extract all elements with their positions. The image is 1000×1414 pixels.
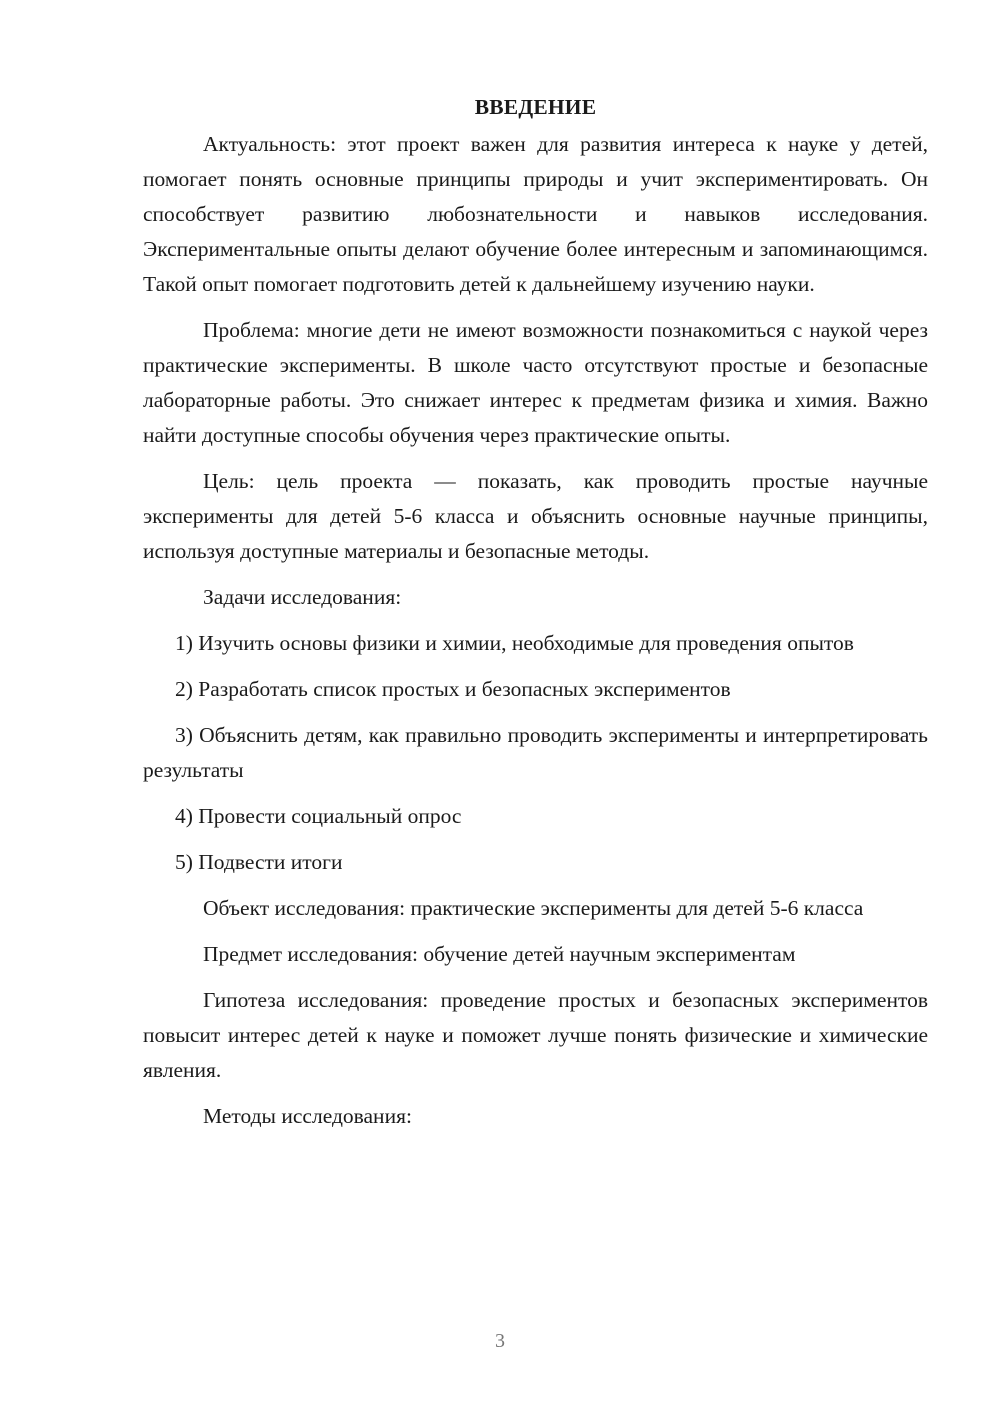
- paragraph-relevance: Актуальность: этот проект важен для развития интереса к науке у детей, помогает понять основные принципы природы и учит экспериментировать. Он способствует развитию любознательности и навыков исследования. Экспериментальные опыты делают обучение более интересным и запоминающимся. Такой опыт помогает подготовить детей к дальнейшему изучению науки.: [143, 132, 928, 296]
- task-item-3: 3) Объяснить детям, как правильно проводить эксперименты и интерпретировать результаты: [143, 723, 928, 782]
- paragraph-object: Объект исследования: практические эксперименты для детей 5-6 класса: [203, 896, 864, 920]
- task-item-4: 4) Провести социальный опрос: [175, 804, 462, 828]
- paragraph-methods: Методы исследования:: [203, 1104, 412, 1128]
- paragraph-problem: Проблема: многие дети не имеют возможности познакомиться с наукой через практические эксперименты. В школе часто отсутствуют простые и безопасные лабораторные работы. Это снижает интерес к предметам физика и химия. Важно найти доступные способы обучения через практические опыты.: [143, 318, 928, 447]
- task-item-5: 5) Подвести итоги: [175, 850, 343, 874]
- task-item-1: 1) Изучить основы физики и химии, необходимые для проведения опытов: [175, 631, 854, 655]
- paragraph-subject: Предмет исследования: обучение детей научным экспериментам: [203, 942, 796, 966]
- paragraph-goal: Цель: цель проекта — показать, как проводить простые научные эксперименты для детей 5-6 класса и объяснить основные научные принципы, используя доступные материалы и безопасные методы.: [143, 469, 928, 563]
- section-title: ВВЕДЕНИЕ: [474, 95, 597, 119]
- task-item-2: 2) Разработать список простых и безопасных экспериментов: [175, 677, 731, 701]
- page-number: 3: [495, 1330, 505, 1352]
- paragraph-tasks-heading: Задачи исследования:: [203, 585, 402, 609]
- document-page: [143, 90, 928, 1134]
- paragraph-hypothesis: Гипотеза исследования: проведение простых и безопасных экспериментов повысит интерес детей к науке и поможет лучше понять физические и химические явления.: [143, 988, 928, 1082]
